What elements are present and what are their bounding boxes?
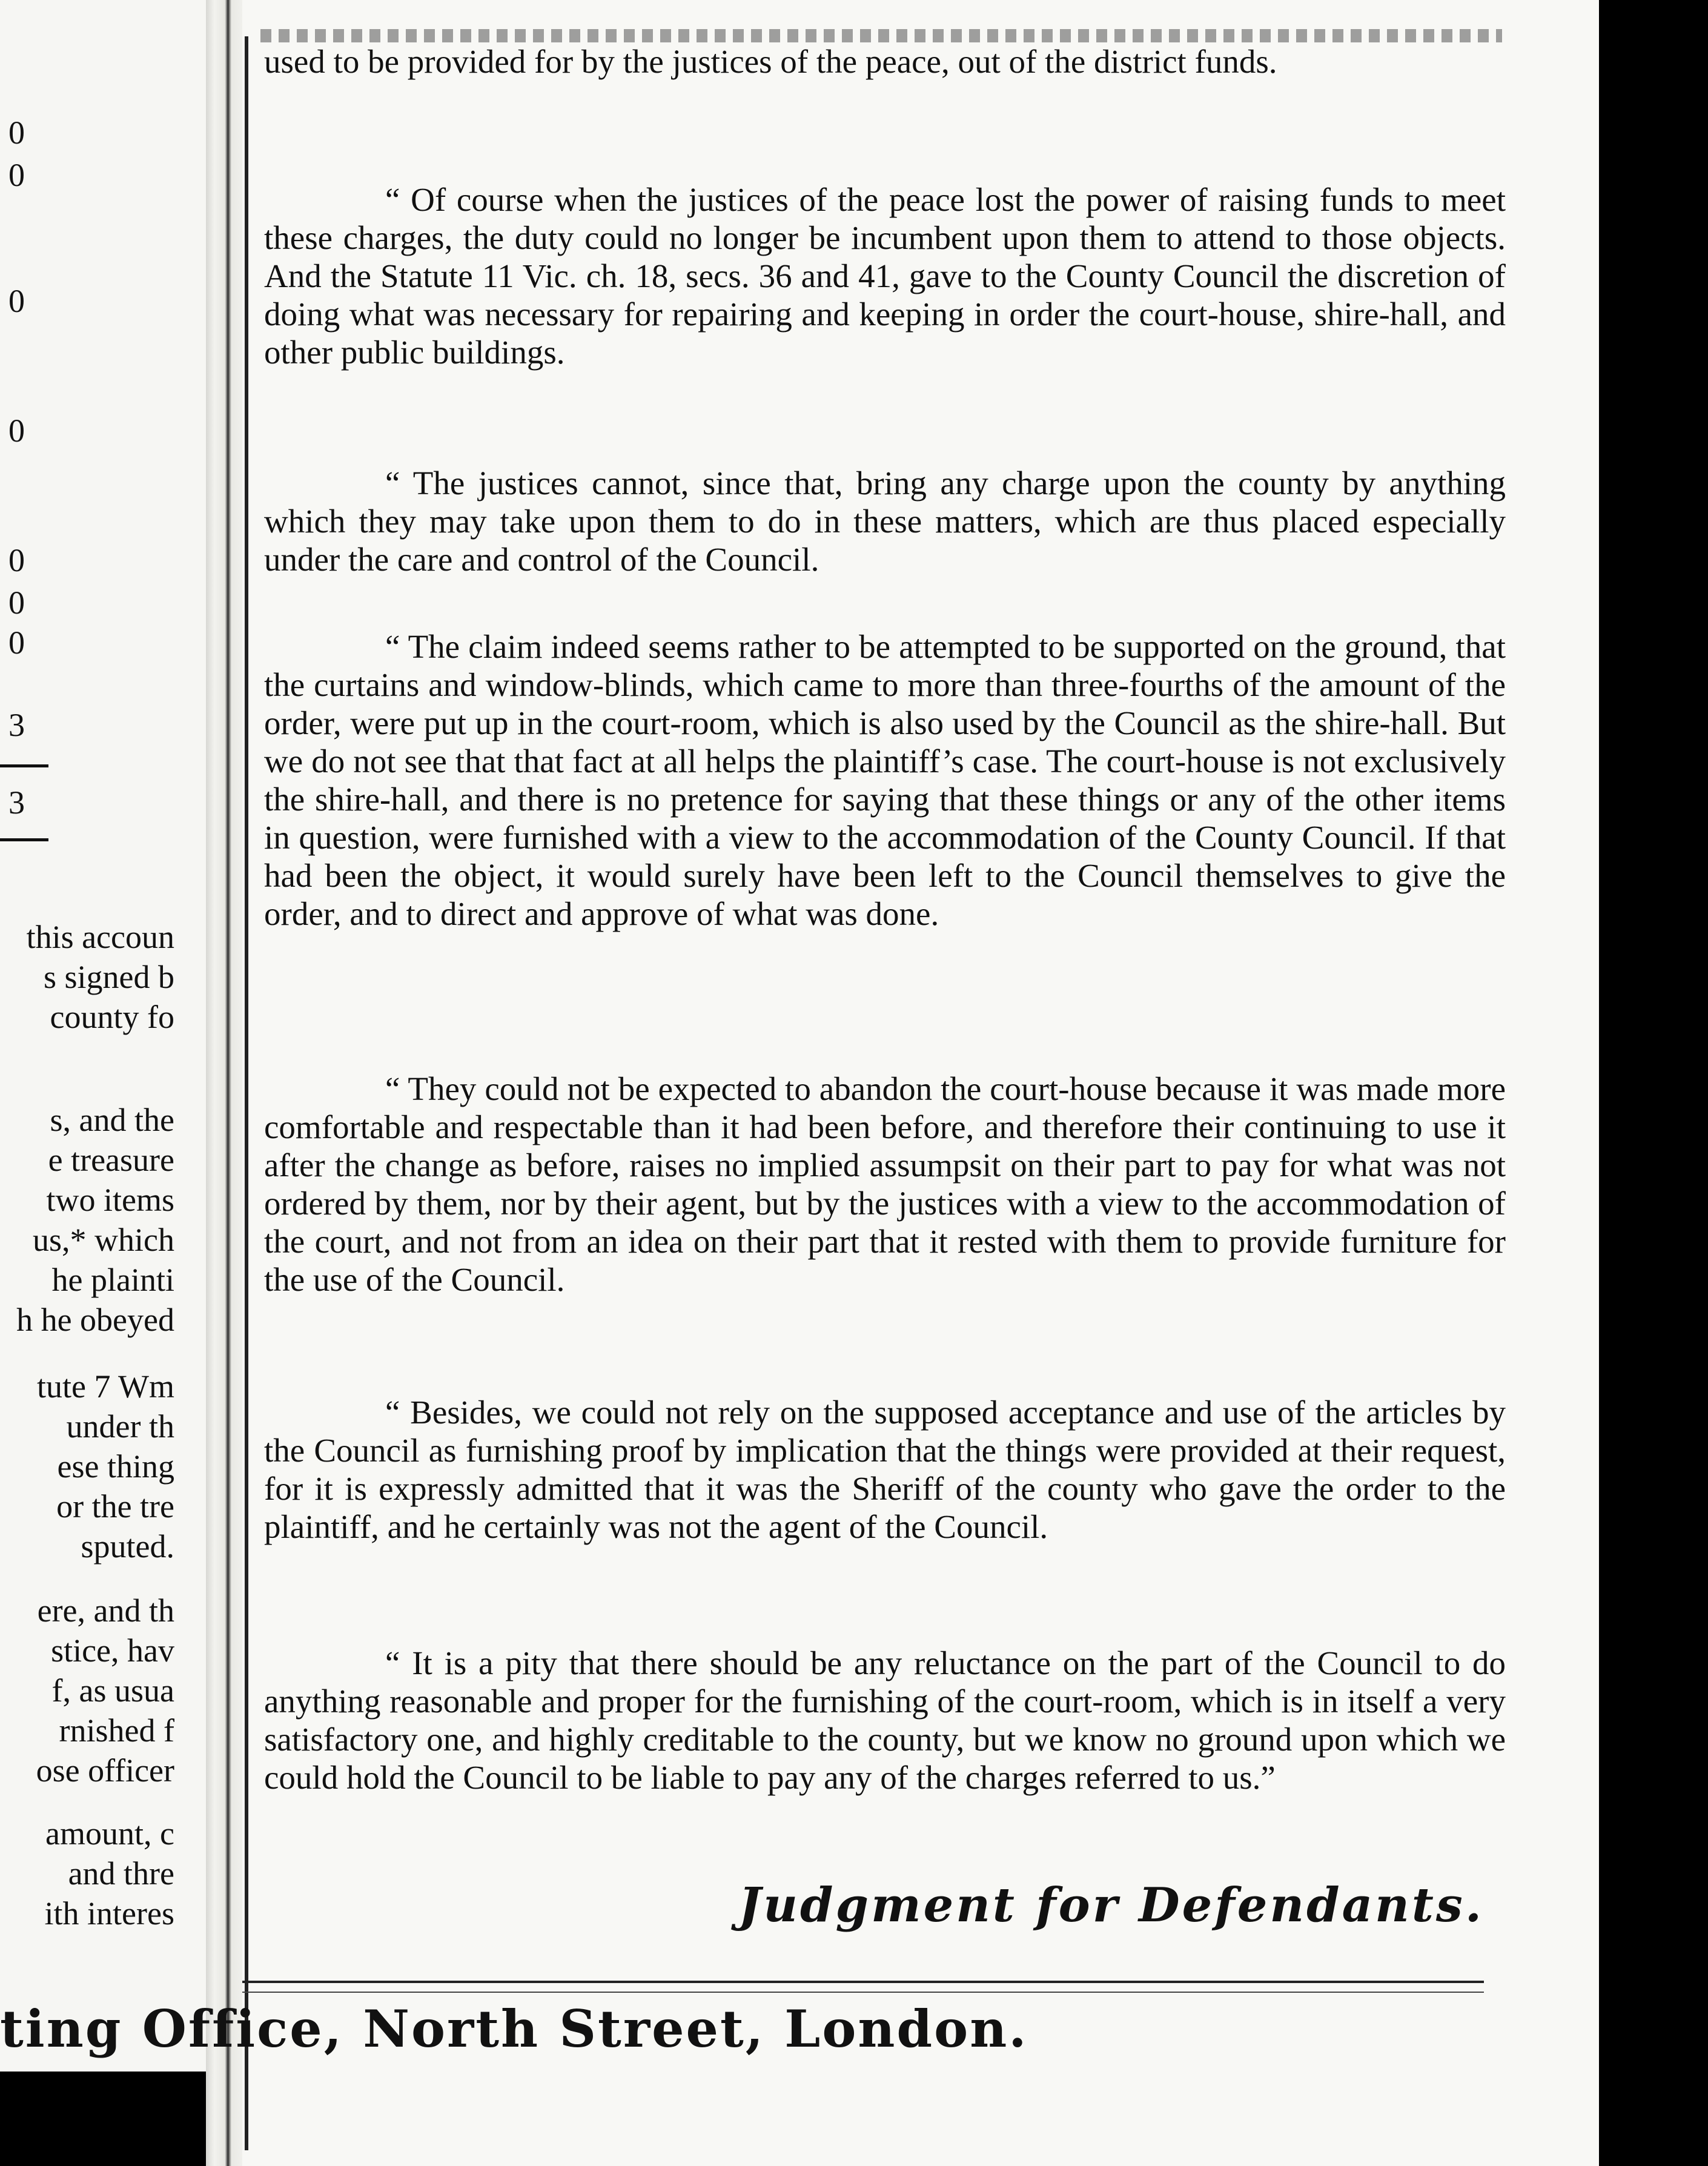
fragment-line: this accoun <box>26 919 174 955</box>
fragment-line: h he obeyed <box>16 1302 174 1338</box>
fragment-line: he plainti <box>51 1262 174 1298</box>
fragment-line: e treasure <box>48 1142 174 1178</box>
main-page <box>242 0 1599 2166</box>
page-edge-rule <box>245 36 248 2150</box>
amount-digit: 0 <box>8 283 25 319</box>
footer-double-rule <box>242 1981 1484 1993</box>
fragment-line: rnished f <box>59 1712 174 1749</box>
fragment-line: s, and the <box>50 1102 174 1138</box>
fragment-line: county fo <box>50 999 174 1035</box>
sum-rule <box>0 838 48 841</box>
fragment-line: amount, c <box>45 1815 174 1852</box>
fragment-line: s signed b <box>44 959 174 995</box>
amount-digit: 0 <box>8 542 25 578</box>
paragraph: “ The justices cannot, since that, bring any charge upon the county by anything which they may take upon them to do in these matters, which are thus placed especially under the care and control of the Council. <box>264 465 1506 578</box>
fragment-line: ith interes <box>44 1895 174 1932</box>
printer-imprint: ting Office, North Street, London. <box>0 1999 1028 2059</box>
fragment-line: under th <box>66 1408 174 1445</box>
sum-rule <box>0 764 48 767</box>
amount-digit: 0 <box>8 114 25 151</box>
scan-edge <box>1673 0 1678 2166</box>
fragment-line: stice, hav <box>51 1632 174 1669</box>
fragment-line: and thre <box>68 1855 174 1892</box>
previous-page-fragment <box>0 0 218 2072</box>
paragraph: “ The claim indeed seems rather to be attempted to be supported on the ground, that the curtains and window-blinds, which came to more than three-fourths of the amount of the order, were put up in the court-room, which is also used by the Council as the shire-hall. But we do not see that that fact at all helps the plaintiff’s case. The court-house is not exclusively the shire-hall, and there is no pretence for saying that these things or any of the other items in question, were furnished with a view to the accommodation of the County Council. If that had been the object, it would surely have been left to the Council themselves to give the order, and to direct and approve of what was done. <box>264 628 1506 932</box>
paragraph: “ Of course when the justices of the peace lost the power of raising funds to meet these charges, the duty could no longer be incumbent upon them to attend to those objects. And the Statute 11 Vic. ch. 18, secs. 36 and 41, gave to the County Council the discretion of doing what was necessary for repairing and keeping in order the court-house, shire-hall, and other public buildings. <box>264 181 1506 371</box>
judgment-line: Judgment for Defendants. <box>738 1878 1484 1933</box>
fragment-line: two items <box>46 1182 174 1218</box>
fragment-line: f, as usua <box>51 1672 174 1709</box>
amount-digit: 0 <box>8 585 25 621</box>
paragraph: used to be provided for by the justices of the peace, out of the district funds. <box>264 43 1277 80</box>
amount-digit: 3 <box>8 707 25 743</box>
amount-digit: 0 <box>8 624 25 661</box>
paragraph: “ They could not be expected to abandon the court-house because it was made more comfortable and respectable than it had been before, and therefore their continuing to use it after the change as before, raises no implied assumpsit on their part to pay for what was not ordered by them, nor by their agent, but by the justices with a view to the accommodation of the court, and not from an idea on their part that it rested with them to provide furniture for the use of the Council. <box>264 1070 1506 1298</box>
fragment-line: ere, and th <box>37 1592 174 1629</box>
amount-digit: 0 <box>8 157 25 193</box>
fragment-line: sputed. <box>81 1528 174 1565</box>
amount-digit: 3 <box>8 784 25 821</box>
amount-digit: 0 <box>8 412 25 449</box>
cropped-top-line <box>260 29 1502 42</box>
fragment-line: ese thing <box>57 1448 174 1485</box>
fragment-line: us,* which <box>33 1222 174 1258</box>
paragraph: “ Besides, we could not rely on the supposed acceptance and use of the articles by the Council as furnishing proof by implication that the things were provided at their request, for it is expressly admitted that it was the Sheriff of the county who gave the order to the plaintiff, and he certainly was not the agent of the Council. <box>264 1394 1506 1545</box>
fragment-line: ose officer <box>36 1752 174 1789</box>
fragment-line: tute 7 Wm <box>37 1368 174 1405</box>
fragment-line: or the tre <box>56 1488 174 1525</box>
paragraph: “ It is a pity that there should be any reluctance on the part of the Council to do anything reasonable and proper for the furnishing of the court-room, which is in itself a very satisfactory one, and highly creditable to the county, but we know no ground upon which we could hold the Council to be liable to pay any of the charges referred to us.” <box>264 1644 1506 1796</box>
